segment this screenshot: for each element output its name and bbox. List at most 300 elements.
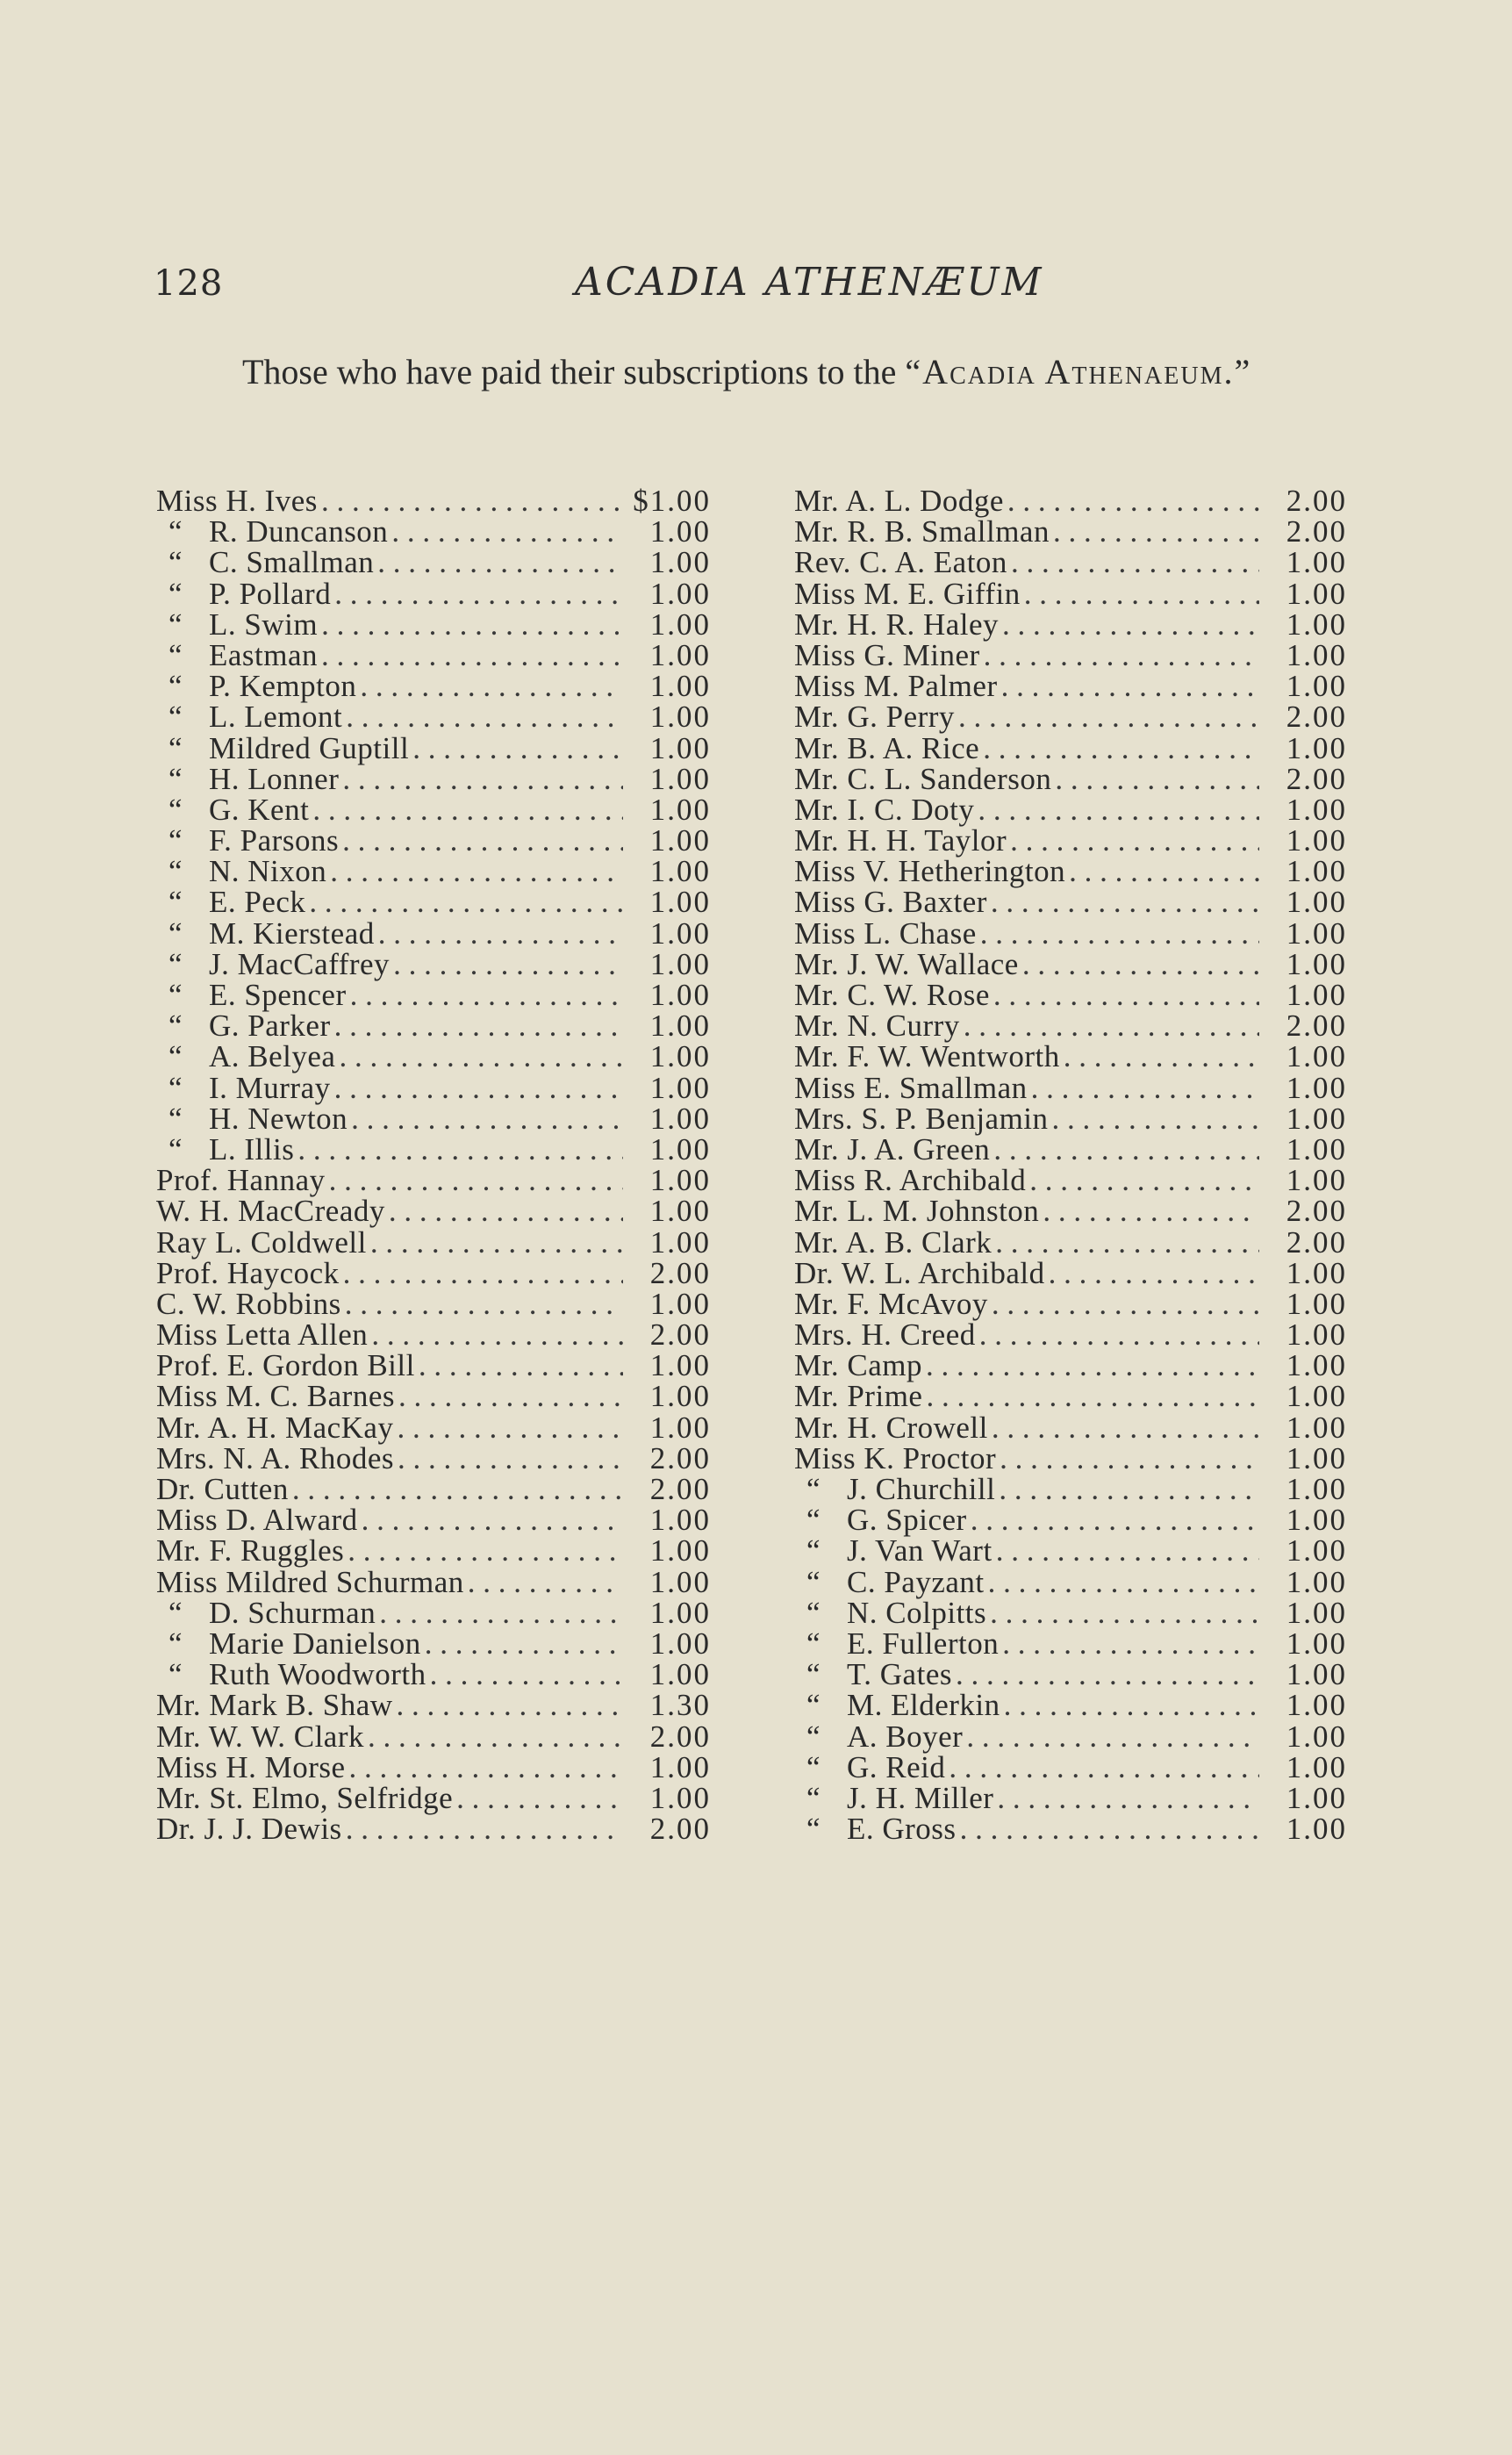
ditto-mark: “ [168, 761, 183, 796]
subscriber-name [156, 1780, 454, 1815]
subscriber-entry [156, 1474, 711, 1504]
subscription-amount: 1.00 [649, 1163, 711, 1198]
subscriber-name [209, 700, 343, 735]
subscription-amount: 1.00 [1286, 545, 1347, 580]
subscriber-name [209, 1659, 426, 1690]
ditto-mark: “ [168, 854, 183, 889]
subscriber-entry [156, 485, 711, 516]
dot-leader [331, 1010, 623, 1041]
subscriber-name [156, 1317, 369, 1353]
dot-leader [1004, 485, 1259, 516]
subscriber-name-text: Mr. C. W. Rose [794, 978, 990, 1012]
subscriber-entry [156, 825, 711, 856]
dot-leader [1039, 1195, 1259, 1226]
ditto-mark: “ [168, 1595, 183, 1630]
subscriber-entry [156, 1688, 711, 1723]
subscription-amount: 1.00 [1286, 669, 1347, 704]
subscriber-entry [794, 609, 1347, 640]
subscriber-name [794, 578, 1021, 609]
subscriber-name [209, 1041, 335, 1072]
subscriber-name [847, 1659, 952, 1690]
subscription-amount: 1.00 [1286, 576, 1347, 611]
subscriber-name [156, 1440, 395, 1475]
subscriber-name [794, 761, 1052, 796]
dot-leader [426, 1659, 623, 1690]
subscription-amount: 2.00 [1286, 1194, 1347, 1229]
subscription-amount: 1.00 [649, 761, 711, 796]
subscriber-entry [156, 700, 711, 735]
ditto-mark: “ [806, 1749, 820, 1784]
subscriber-name-text: Mr. H. Crowell [794, 1410, 988, 1445]
dot-leader [415, 1350, 623, 1381]
dot-leader [952, 1659, 1259, 1690]
dot-leader [341, 1289, 623, 1319]
subscriber-name-text: C. Smallman [209, 545, 375, 580]
subscriber-entry [156, 1749, 711, 1784]
subscriber-entry [156, 1440, 711, 1475]
subscriber-name-text: P. Kempton [209, 669, 357, 704]
subscriber-entry [794, 1780, 1347, 1815]
ditto-mark: “ [168, 637, 183, 672]
subscription-amount: 1.00 [649, 1503, 711, 1538]
subscriber-name [794, 1317, 976, 1353]
dot-leader [1000, 1690, 1259, 1720]
subscriber-name [209, 609, 318, 640]
dot-leader [990, 980, 1259, 1010]
subscriber-entry [794, 1009, 1347, 1044]
ditto-mark: “ [806, 1780, 820, 1815]
dot-leader [999, 1628, 1259, 1659]
subscriber-name-text: E. Gross [847, 1812, 957, 1847]
subscriber-title: Miss [156, 484, 219, 518]
subscriber-name-text: E. Fullerton [847, 1626, 1000, 1661]
subscriber-name [156, 1812, 342, 1847]
subscriber-name [794, 856, 1065, 887]
dot-leader [326, 1165, 623, 1195]
dot-leader [335, 1041, 623, 1072]
subscription-amount: 1.00 [649, 1533, 711, 1568]
subscriber-name [794, 1379, 923, 1414]
subscriber-name [794, 1163, 1027, 1198]
subscriber-name-text: Miss M. Palmer [794, 669, 998, 704]
ditto-mark: “ [168, 885, 183, 920]
dot-leader [922, 1350, 1259, 1381]
intro-journal-title: “Acadia Athenaeum.” [905, 352, 1252, 391]
subscription-amount: 1.00 [649, 885, 711, 920]
subscriber-name-text: Miss Letta Allen [156, 1317, 369, 1353]
dot-leader [294, 1134, 623, 1165]
ditto-mark: “ [806, 1688, 820, 1723]
subscriber-name-text: Miss G. Miner [794, 637, 980, 672]
dot-leader [358, 1504, 623, 1535]
subscriber-entry [156, 1350, 711, 1381]
ditto-mark: “ [168, 730, 183, 765]
subscription-amount: 1.00 [649, 576, 711, 611]
subscriber-name [794, 637, 980, 672]
subscriber-name-text: R. Duncanson [209, 514, 389, 549]
subscriber-entry [794, 485, 1347, 516]
subscriber-entry [156, 1070, 711, 1105]
dot-leader [1050, 516, 1259, 547]
subscriber-entry [794, 516, 1347, 547]
subscriber-entry [156, 1163, 711, 1198]
subscriber-name [794, 1131, 991, 1166]
dot-leader [963, 1721, 1259, 1752]
subscriber-entry [156, 915, 711, 951]
subscription-amount: 1.00 [649, 1101, 711, 1136]
subscriber-name-text: Ruth Woodworth [209, 1657, 426, 1692]
subscriber-entry [794, 1131, 1347, 1166]
subscriber-name [156, 1412, 393, 1443]
subscription-amount: 1.00 [649, 1194, 711, 1229]
subscriber-name [847, 1474, 995, 1504]
subscriber-entry [794, 1379, 1347, 1414]
subscriber-name [156, 1350, 415, 1381]
ditto-mark: “ [168, 700, 183, 735]
subscriber-entry [794, 1659, 1347, 1690]
subscription-amount: 1.00 [649, 1749, 711, 1784]
subscriber-name-text: H. Lonner [209, 761, 340, 796]
subscriber-name [847, 1503, 967, 1538]
subscription-amount: 1.00 [1286, 1410, 1347, 1445]
dot-leader [388, 516, 623, 547]
subscriber-name-text: Mr. B. A. Rice [794, 730, 980, 765]
dot-leader [367, 1227, 623, 1258]
subscriber-name [209, 825, 339, 856]
subscriber-name-text: Mr. H. R. Haley [794, 607, 1000, 642]
dot-leader [464, 1567, 623, 1597]
subscription-amount: 1.30 [649, 1688, 711, 1723]
subscriber-name-text: F. Parsons [209, 823, 340, 858]
subscriber-entry [794, 1070, 1347, 1105]
dot-leader [957, 1813, 1259, 1844]
subscriber-name [794, 1350, 922, 1381]
subscriber-entry [794, 794, 1347, 825]
dot-leader [344, 1535, 623, 1566]
subscription-amount: 1.00 [1286, 637, 1347, 672]
subscriber-name [847, 1812, 957, 1847]
subscription-amount: 1.00 [1286, 1657, 1347, 1692]
dot-leader [375, 918, 623, 949]
dot-leader [326, 856, 623, 887]
subscriber-name-text: M. Elderkin [847, 1688, 1000, 1723]
subscriber-name-text: Mr. St. Elmo, Selfridge [156, 1780, 454, 1815]
subscription-amount: 2.00 [1286, 700, 1347, 735]
dot-leader [1065, 856, 1259, 887]
subscriber-name-text: Mrs. H. Creed [794, 1317, 976, 1353]
subscriber-name-text: C. Payzant [847, 1564, 985, 1599]
ditto-mark: “ [168, 1101, 183, 1136]
subscriber-name-text: Mr. A. H. MacKay [156, 1410, 394, 1445]
dot-leader [368, 1319, 623, 1350]
ditto-mark: “ [168, 669, 183, 704]
subscriber-entry [794, 1224, 1347, 1260]
subscriber-name [209, 516, 388, 547]
subscriber-entry [794, 1564, 1347, 1599]
subscription-amount: 2.00 [1286, 761, 1347, 796]
subscription-amount: 2.00 [649, 1440, 711, 1475]
dot-leader [348, 1103, 623, 1134]
subscriber-name-text: Miss H. Morse [156, 1749, 346, 1784]
subscriber-entry [794, 1412, 1347, 1443]
subscription-amount: 1.00 [649, 637, 711, 672]
subscription-amount: 1.00 [1286, 1503, 1347, 1538]
subscription-amount: 1.00 [1286, 1812, 1347, 1847]
subscriber-name-text: Mr. A. B. Clark [794, 1224, 992, 1260]
dot-leader [992, 1227, 1259, 1258]
subscription-amount: 1.00 [649, 1224, 711, 1260]
subscriber-entry [794, 700, 1347, 735]
subscriber-name-text: L. Lemont [209, 700, 343, 735]
subscription-amount: 1.00 [1286, 1626, 1347, 1661]
subscriber-name-text: Mr. L. M. Johnston [794, 1194, 1040, 1229]
subscription-amount: 1.00 [1286, 1070, 1347, 1105]
subscriber-name [794, 1412, 988, 1443]
subscriber-entry [794, 1503, 1347, 1538]
subscription-amount: 1.00 [1286, 1317, 1347, 1353]
subscription-amount: 2.00 [649, 1255, 711, 1290]
subscriber-name [794, 1286, 988, 1321]
subscription-amount: 1.00 [649, 854, 711, 889]
ditto-mark: “ [168, 1626, 183, 1661]
subscriber-name-text: Mr. A. L. Dodge [794, 484, 1004, 518]
subscriber-name-text: Mr. G. Perry [794, 700, 955, 735]
subscriber-name [794, 1194, 1040, 1229]
subscriber-name [156, 1224, 367, 1260]
subscriber-entry [794, 1812, 1347, 1847]
ditto-mark: “ [168, 792, 183, 827]
subscriber-list-left [156, 484, 711, 1847]
dot-leader [1026, 1165, 1259, 1195]
ditto-mark: “ [168, 823, 183, 858]
subscriber-name-text: Mr. R. B. Smallman [794, 514, 1050, 549]
dot-leader [1007, 825, 1259, 856]
subscription-amount: 1.00 [649, 1410, 711, 1445]
subscriber-name [794, 794, 974, 825]
subscriber-name-text: G. Kent [209, 792, 310, 827]
subscriber-entry [156, 946, 711, 981]
subscriber-name-text: Mr. H. H. Taylor [794, 823, 1007, 858]
subscriber-entry [156, 516, 711, 547]
subscriber-name [847, 1780, 994, 1815]
subscriber-entry [156, 1103, 711, 1134]
subscriber-entry [156, 637, 711, 672]
dot-leader [331, 1073, 623, 1103]
dot-leader [1021, 578, 1259, 609]
dot-leader [976, 1319, 1259, 1350]
subscription-amount: 2.00 [649, 1719, 711, 1754]
dot-leader [339, 764, 623, 794]
dot-leader [980, 640, 1259, 671]
subscription-amount: 1.00 [1286, 1719, 1347, 1754]
subscriber-name [794, 516, 1050, 547]
subscriber-name-text: Mr. J. W. Wallace [794, 946, 1019, 981]
subscriber-entry [156, 1286, 711, 1321]
subscriber-name [209, 1070, 331, 1105]
dot-leader [289, 1474, 623, 1504]
subscriber-name-text: G. Reid [847, 1749, 946, 1784]
subscription-amount: 1.00 [649, 1657, 711, 1692]
subscriber-name [209, 761, 340, 796]
subscriber-entry [156, 1812, 711, 1847]
dot-leader [346, 1752, 623, 1783]
dot-leader [393, 1412, 623, 1443]
subscriber-name-text: Miss K. Proctor [794, 1440, 997, 1475]
subscriber-name-text: Mr. Mark B. Shaw [156, 1688, 393, 1723]
subscriber-entry [794, 761, 1347, 796]
subscriber-entry [794, 1440, 1347, 1475]
subscriber-name [847, 1535, 992, 1566]
dot-leader [356, 671, 623, 701]
subscriber-name-text: G. Spicer [847, 1503, 967, 1538]
subscriber-name [156, 1194, 385, 1229]
subscriber-entry [156, 980, 711, 1010]
dot-leader [967, 1504, 1259, 1535]
subscriber-name [794, 730, 980, 765]
subscription-amount: 1.00 [649, 946, 711, 981]
subscriber-name [794, 1103, 1049, 1134]
subscriber-entry [156, 1597, 711, 1628]
subscriber-name-text: N. Colpitts [847, 1595, 987, 1630]
subscriber-name-text: Dr. W. L. Archibald [794, 1255, 1045, 1290]
subscriber-name-text: J. H. Miller [847, 1780, 994, 1815]
dot-leader [998, 671, 1259, 701]
dot-leader [988, 1289, 1259, 1319]
ditto-mark: “ [168, 545, 183, 580]
subscriber-name [794, 669, 998, 704]
subscriber-name-text: T. Gates [847, 1657, 952, 1692]
subscription-amount: 1.00 [1286, 1348, 1347, 1383]
subscriber-entry [794, 1688, 1347, 1723]
page-number: 128 [154, 263, 224, 304]
subscriber-name-text: D. Schurman [209, 1595, 376, 1630]
subscription-amount: 1.00 [649, 1286, 711, 1321]
subscriber-name [794, 1070, 1028, 1105]
subscription-amount: 1.00 [1286, 1688, 1347, 1723]
subscriber-entry [156, 1255, 711, 1290]
subscriber-entry [156, 1194, 711, 1229]
ditto-mark: “ [168, 1070, 183, 1105]
subscriber-entry [794, 825, 1347, 856]
subscriber-entry [794, 946, 1347, 981]
subscriber-entry [156, 794, 711, 825]
subscription-amount: 1.00 [649, 1348, 711, 1383]
subscriber-entry [156, 1780, 711, 1815]
ditto-mark: “ [806, 1564, 820, 1599]
subscriber-entry [156, 1535, 711, 1566]
subscriber-entry [156, 1131, 711, 1166]
dot-leader [390, 949, 623, 980]
subscriber-name-text: Prof. E. Gordon Bill [156, 1348, 415, 1383]
subscriber-entry [794, 669, 1347, 704]
subscriber-entry [794, 1255, 1347, 1290]
subscription-amount: 1.00 [649, 1039, 711, 1074]
dot-leader [305, 887, 623, 917]
subscriber-entry [156, 1659, 711, 1690]
dot-leader [342, 1813, 623, 1844]
subscription-amount: 2.00 [1286, 1009, 1347, 1044]
subscriber-name-text: I. Murray [209, 1070, 331, 1105]
subscriber-name [156, 1721, 364, 1752]
subscriber-name [209, 730, 410, 765]
subscriber-name-text: A. Boyer [847, 1719, 964, 1754]
subscriber-name [209, 578, 331, 609]
subscription-amount: 1.00 [1286, 1255, 1347, 1290]
subscription-amount: 1.00 [649, 823, 711, 858]
subscriber-name [847, 1749, 946, 1784]
subscriber-name [156, 1474, 289, 1504]
dot-leader [421, 1628, 623, 1659]
subscriber-name-text: Dr. J. J. Dewis [156, 1812, 342, 1847]
subscription-amount: 1.00 [649, 545, 711, 580]
subscriber-entry [794, 980, 1347, 1010]
dot-leader [340, 1258, 623, 1289]
dot-leader [364, 1721, 623, 1752]
ditto-mark: “ [168, 978, 183, 1012]
dot-leader [393, 1690, 623, 1720]
subscriber-name-text: M. Kierstead [209, 915, 375, 951]
ditto-mark: “ [806, 1503, 820, 1538]
subscriber-name [209, 1597, 376, 1628]
dot-leader [996, 1443, 1259, 1474]
subscriber-name-text: P. Pollard [209, 576, 332, 611]
subscriber-name-text: Prof. Haycock [156, 1255, 340, 1290]
subscriber-name [794, 1041, 1060, 1072]
subscriber-name [794, 485, 1004, 516]
subscriber-name-text: Miss E. Smallman [794, 1070, 1028, 1105]
subscriber-name-text: Prof. Hannay [156, 1163, 326, 1198]
dot-leader [1028, 1073, 1259, 1103]
subscriber-name [794, 1440, 997, 1475]
subscriber-name-text: L. Illis [209, 1131, 295, 1166]
subscriber-name [209, 885, 306, 920]
ditto-mark: “ [168, 1039, 183, 1074]
subscriber-name-text: J. Churchill [847, 1472, 996, 1506]
subscriber-entry [794, 1535, 1347, 1566]
subscriber-entry [794, 915, 1347, 951]
subscriber-entry [156, 578, 711, 609]
subscriber-name [209, 946, 391, 981]
subscriber-name [156, 1688, 393, 1723]
subscription-amount: 1.00 [649, 1564, 711, 1599]
subscriber-name-text: Eastman [209, 637, 319, 672]
dot-leader [988, 1412, 1259, 1443]
subscriber-name-text: Marie Danielson [209, 1626, 421, 1661]
subscriber-name-text: Mrs. N. A. Rhodes [156, 1440, 395, 1475]
dot-leader [1019, 949, 1259, 980]
subscriber-entry [156, 547, 711, 578]
subscriber-name [847, 1688, 1000, 1723]
subscriber-list-right [794, 484, 1347, 1847]
subscriber-name [156, 485, 318, 516]
subscriber-name [209, 856, 326, 887]
dot-leader [960, 1010, 1259, 1041]
subscription-amount: 1.00 [1286, 1101, 1347, 1136]
subscription-amount: 1.00 [1286, 607, 1347, 642]
subscriber-name [794, 1224, 992, 1260]
subscriber-name [794, 885, 987, 920]
subscriber-name [209, 1628, 421, 1659]
dot-leader [1051, 764, 1259, 794]
subscriber-name-text: W. H. MacCready [156, 1194, 385, 1229]
subscriber-name-text: L. Swim [209, 607, 319, 642]
subscriber-name-text: Miss G. Baxter [794, 885, 987, 920]
subscriber-name-text: J. Van Wart [847, 1533, 992, 1568]
subscriber-name [209, 1009, 331, 1044]
subscriber-name [209, 915, 375, 951]
subscription-amount: 1.00 [649, 1131, 711, 1166]
subscriber-name [156, 1255, 340, 1290]
